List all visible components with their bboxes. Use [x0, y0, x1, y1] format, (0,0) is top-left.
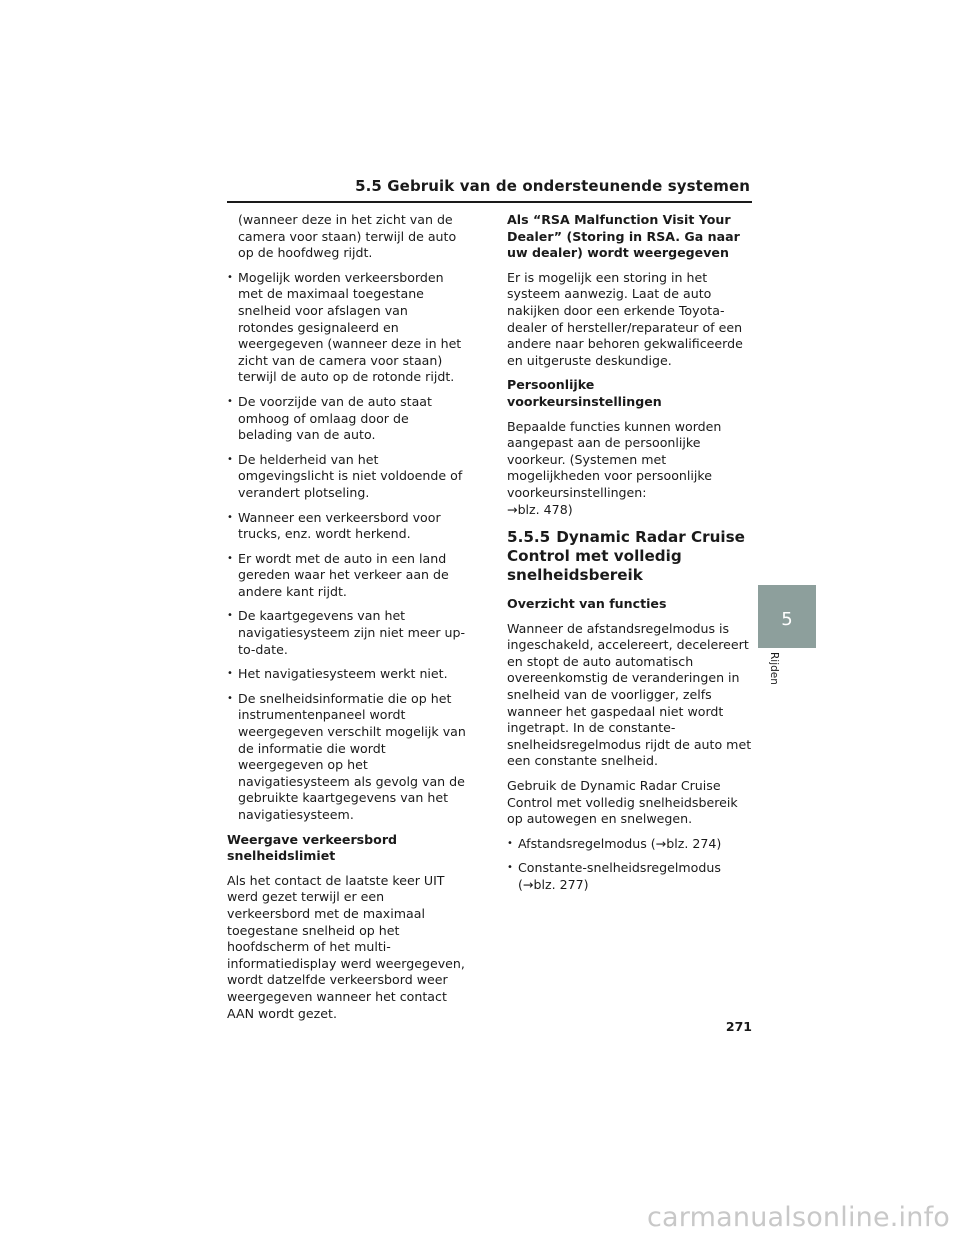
subheading-function-overview: Overzicht van functies [507, 596, 667, 612]
list-item: • Wanneer een verkeersbord voor trucks, enz. wordt herkend. [227, 510, 467, 543]
page-reference: blz. 478) [517, 501, 573, 517]
section-header-title: 5.5 Gebruik van de ondersteunende systemen [355, 177, 750, 195]
section-number: 5.5.5 [507, 528, 551, 547]
list-item-text: Afstandsregelmodus ( [518, 835, 656, 851]
right-column [507, 212, 752, 902]
chapter-label-text: Rijden [768, 652, 780, 685]
page-number: 271 [725, 1019, 752, 1034]
chapter-number: 5 [781, 609, 793, 630]
paragraph-text: Bepaalde functies kunnen worden aangepast aan de persoonlijke voorkeur. (Systemen met mogelijkheden voor persoonlijke voorkeursinstellingen: [507, 418, 722, 500]
list-item: • Het navigatiesysteem werkt niet. [227, 666, 467, 683]
arrow-right-icon: → [507, 501, 518, 517]
list-item-text: Constante-snelheidsregelmodus [518, 860, 721, 876]
page-reference: blz. 274) [666, 835, 722, 851]
subheading-rsa-malfunction: Als “RSA Malfunction Visit Your Dealer” (Storing in RSA. Ga naar uw dealer) wordt weergegeven [507, 212, 740, 261]
list-item: • Er wordt met de auto in een land gereden waar het verkeer aan de andere kant rijdt. [227, 551, 467, 601]
subheading-speed-limit-display: Weergave verkeersbord snelheidslimiet [227, 831, 398, 864]
body-paragraph: Gebruik de Dynamic Radar Cruise Control met volledig snelheidsbereik op autowegen en snelwegen. [507, 778, 738, 827]
list-item: • De voorzijde van de auto staat omhoog of omlaag door de belading van de auto. [227, 394, 467, 444]
list-item: • De kaartgegevens van het navigatiesysteem zijn niet meer up-to-date. [227, 608, 467, 658]
section-heading [507, 528, 752, 585]
body-paragraph: Als het contact de laatste keer UIT werd gezet terwijl er een verkeersbord met de maximaal toegestane snelheid op het hoofdscherm of het multi-informatiedisplay werd weergegeven, wordt datzelfde verkeersbord weer weergegeven wanneer het contact AAN wordt gezet. [227, 872, 465, 1021]
page-reference: blz. 277) [533, 877, 589, 892]
list-item [507, 860, 752, 893]
subheading-personal-settings: Persoonlijke voorkeursinstellingen [507, 377, 662, 409]
continuation-paragraph: (wanneer deze in het zicht van de camera voor staan) terwijl de auto op de hoofdweg rijdt. [238, 212, 457, 261]
list-item: • Mogelijk worden verkeersborden met de maximaal toegestane snelheid voor afslagen van rotondes gesignaleerd en weergegeven (wanneer deze in het zicht van de camera voor staan) terwijl de auto op de rotonde rijdt. [227, 270, 467, 386]
left-column [227, 212, 467, 1030]
list-item: • De helderheid van het omgevingslicht is niet voldoende of verandert plotseling. [227, 452, 467, 502]
condition-list [227, 270, 467, 824]
list-item: • De snelheidsinformatie die op het instrumentenpaneel wordt weergegeven verschilt mogelijk van de informatie die wordt weergegeven op het navigatiesysteem als gevolg van de gebruikte kaartgegevens van het navigatiesysteem. [227, 691, 467, 824]
body-paragraph: Wanneer de afstandsregelmodus is ingeschakeld, accelereert, decelereert en stopt de auto automatisch overeenkomstig de veranderingen in snelheid van de voorligger, zelfs wanneer het gaspedaal niet wordt ingetrapt. In de constante-snelheidsregelmodus rijdt de auto met een constante snelheid. [507, 620, 752, 769]
body-paragraph: Er is mogelijk een storing in het systeem aanwezig. Laat de auto nakijken door een erkende Toyota-dealer of hersteller/reparateur of een andere naar behoren gekwalificeerde en uitgeruste deskundige. [507, 269, 743, 368]
list-item-text: ( [518, 877, 523, 892]
header-divider [227, 201, 752, 203]
list-item [507, 836, 752, 853]
watermark: carmanualsonline.info [647, 1202, 950, 1233]
arrow-right-icon: → [655, 835, 667, 851]
mode-list [507, 836, 752, 894]
chapter-label [768, 652, 782, 700]
arrow-right-icon: → [522, 877, 534, 892]
section-heading-text: Dynamic Radar Cruise Control met volledig snelheidsbereik [507, 528, 745, 585]
body-paragraph [507, 419, 752, 519]
chapter-tab [758, 585, 816, 648]
